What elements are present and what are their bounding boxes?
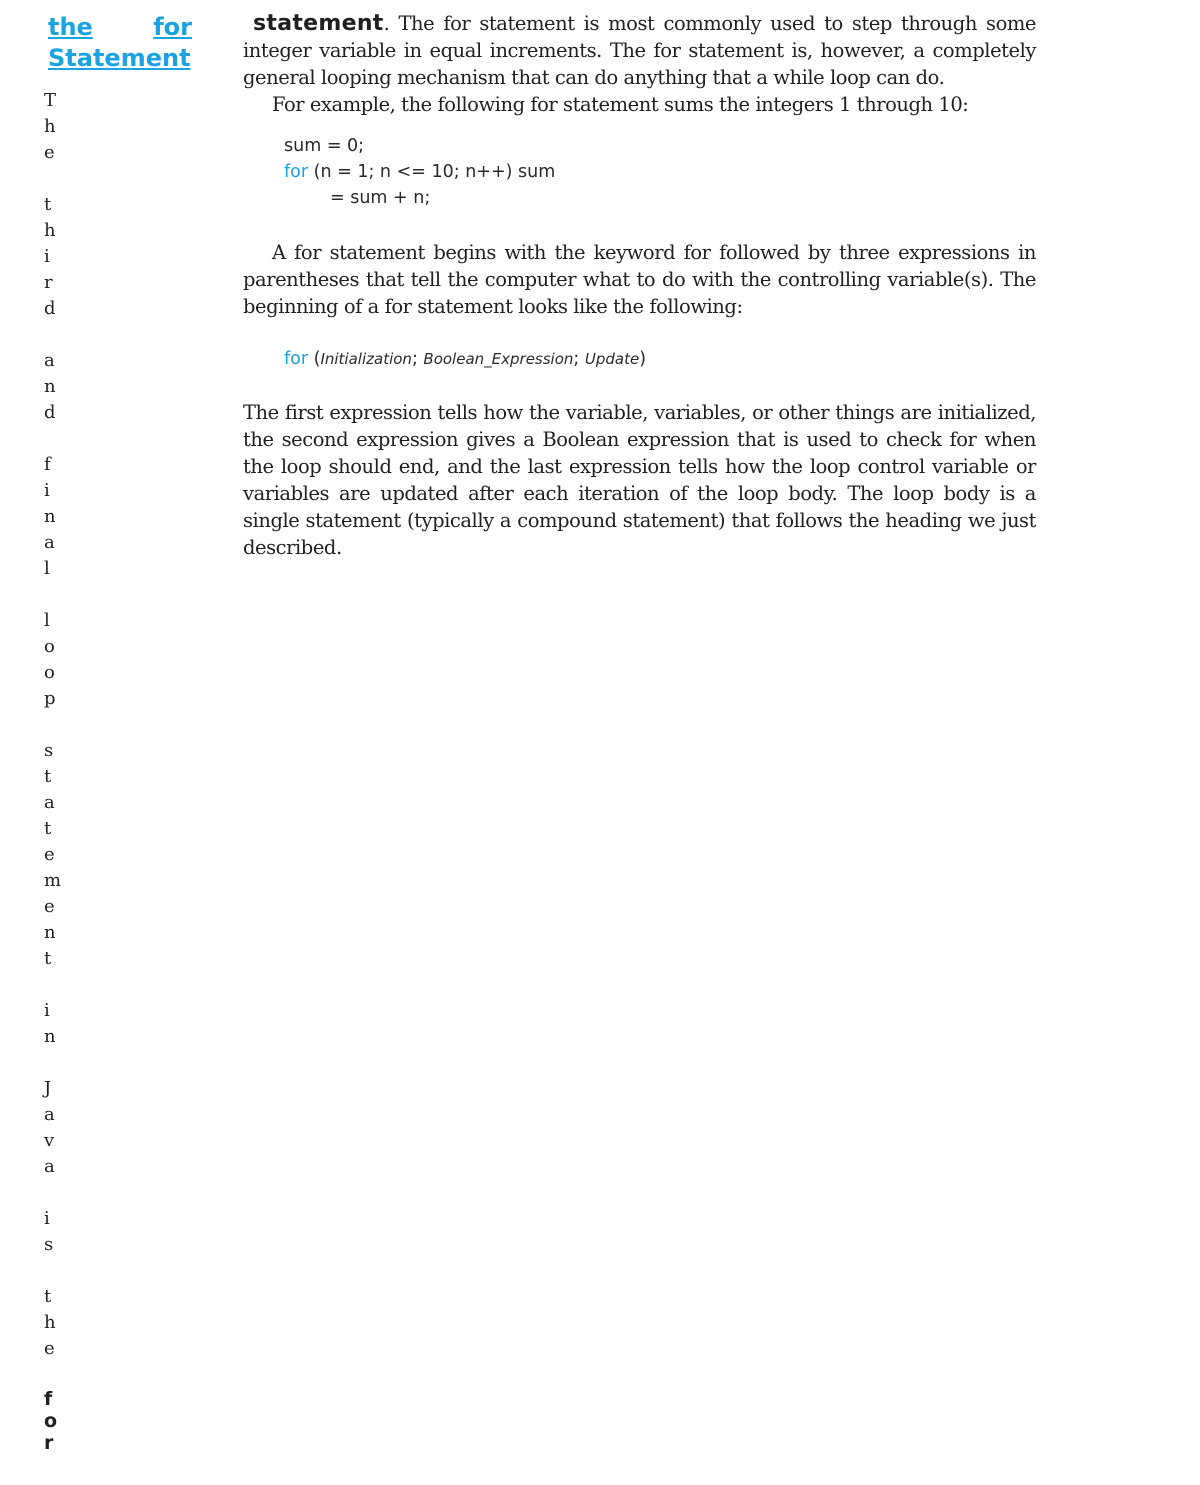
vertical-letter: e	[44, 142, 55, 163]
vertical-word	[44, 88, 68, 166]
code-text: ;	[573, 349, 585, 369]
vertical-letter: s	[44, 1234, 54, 1255]
vertical-letter: l	[44, 558, 50, 579]
lead-word: statement	[253, 11, 384, 36]
vertical-letter: T	[44, 90, 57, 111]
vertical-word	[44, 348, 68, 426]
vertical-letter: h	[44, 220, 56, 241]
vertical-bold-letter: o	[44, 1410, 58, 1432]
vertical-letter: i	[44, 1000, 50, 1021]
code-text: (	[308, 349, 321, 369]
vertical-gap	[44, 166, 68, 192]
paragraph-keyword: A for statement begins with the keyword for followed by three expressions in parentheses that tell the computer what to do with the controlling variable(s). The beginning of a for statement looks like the following:	[243, 241, 1036, 318]
vertical-sidebar-text	[44, 88, 68, 1454]
vertical-letter: i	[44, 480, 50, 501]
vertical-letter: v	[44, 1130, 55, 1151]
vertical-bold-letter: r	[44, 1432, 54, 1454]
code-line: sum = 0;	[284, 136, 365, 156]
code-block-syntax	[284, 346, 1036, 372]
vertical-letter: t	[44, 818, 52, 839]
vertical-letter: m	[44, 870, 62, 891]
vertical-letter: o	[44, 636, 55, 657]
vertical-letter: a	[44, 1156, 55, 1177]
paragraph-explanation: The first expression tells how the variable, variables, or other things are initialized, the second expression gives a Boolean expression that is used to check for when the loop should end, and the last expression tells how the loop control variable or variables are updated after each iteration of the loop body. The loop body is a single statement (typically a compound statement) that follows the heading we just described.	[243, 401, 1036, 559]
vertical-gap	[44, 322, 68, 348]
vertical-letter: J	[44, 1078, 52, 1099]
vertical-letter: n	[44, 506, 56, 527]
code-line	[284, 159, 1036, 185]
vertical-letter: n	[44, 376, 56, 397]
vertical-letter: d	[44, 298, 56, 319]
vertical-gap	[44, 1050, 68, 1076]
vertical-word	[44, 998, 68, 1050]
vertical-letter: d	[44, 402, 56, 423]
vertical-letter: o	[44, 662, 55, 683]
vertical-letter: e	[44, 1338, 55, 1359]
vertical-letter: a	[44, 792, 55, 813]
code-keyword: for	[284, 162, 309, 182]
heading-link-the[interactable]: the	[48, 13, 93, 41]
paragraph-intro	[243, 10, 1036, 91]
vertical-letter: i	[44, 1208, 50, 1229]
code-keyword: for	[284, 349, 309, 369]
code-text: )	[639, 349, 647, 369]
vertical-bold-letter: f	[44, 1388, 53, 1410]
vertical-letter: h	[44, 1312, 56, 1333]
vertical-gap	[44, 1258, 68, 1284]
main-text	[243, 10, 1036, 561]
vertical-word	[44, 738, 68, 972]
vertical-letter: n	[44, 922, 56, 943]
vertical-letter: t	[44, 766, 52, 787]
vertical-word	[44, 192, 68, 322]
heading-link-statement[interactable]: Statement	[48, 44, 191, 72]
vertical-gap	[44, 1362, 68, 1388]
code-placeholder-init: Initialization	[320, 350, 412, 368]
vertical-word	[44, 608, 68, 712]
vertical-word	[44, 1206, 68, 1258]
code-text: ;	[411, 349, 424, 369]
vertical-letter: a	[44, 350, 55, 371]
vertical-word	[44, 452, 68, 582]
code-placeholder-expr: Boolean_Expression	[423, 350, 574, 368]
vertical-letter: n	[44, 1026, 56, 1047]
vertical-letter: p	[44, 688, 56, 709]
vertical-gap	[44, 582, 68, 608]
side-heading-row	[48, 12, 192, 43]
vertical-letter: e	[44, 844, 55, 865]
vertical-letter: l	[44, 610, 50, 631]
vertical-letter: s	[44, 740, 54, 761]
code-line: = sum + n;	[330, 188, 431, 208]
intro-rest: . The for statement is most commonly used to step through some integer variable in equal increments. The for statement is, however, a completely general looping mechanism that can do anything that a while loop can do.	[243, 12, 1036, 89]
vertical-letter: i	[44, 246, 50, 267]
vertical-letter: t	[44, 194, 52, 215]
heading-link-for[interactable]: for	[153, 13, 192, 41]
code-placeholder-update: Update	[584, 350, 640, 368]
vertical-letter: t	[44, 948, 52, 969]
vertical-letter: a	[44, 1104, 55, 1125]
vertical-letter: h	[44, 116, 56, 137]
vertical-letter: a	[44, 532, 55, 553]
code-text: (n = 1; n <= 10; n++) sum	[308, 162, 556, 182]
vertical-gap	[44, 972, 68, 998]
code-block-sum	[284, 133, 1036, 211]
vertical-gap	[44, 426, 68, 452]
vertical-bold-word	[44, 1388, 68, 1454]
vertical-letter: r	[44, 272, 53, 293]
vertical-word	[44, 1284, 68, 1362]
vertical-gap	[44, 1180, 68, 1206]
paragraph-example: For example, the following for statement sums the integers 1 through 10:	[272, 93, 969, 116]
vertical-letter: t	[44, 1286, 52, 1307]
code-line	[284, 346, 1036, 372]
vertical-letter: f	[44, 454, 51, 475]
vertical-gap	[44, 712, 68, 738]
side-heading	[48, 12, 192, 74]
vertical-word	[44, 1076, 68, 1180]
vertical-letter: e	[44, 896, 55, 917]
